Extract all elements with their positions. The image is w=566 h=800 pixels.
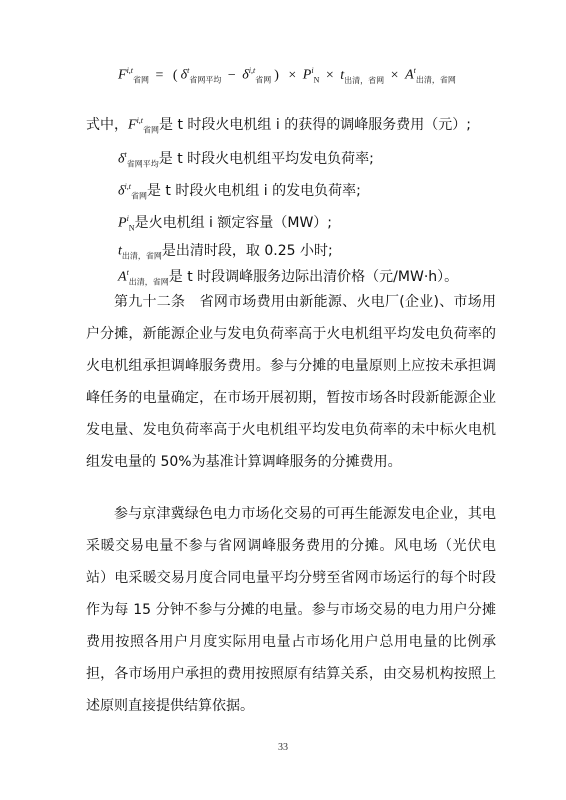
formula-minus: − bbox=[227, 67, 236, 83]
formula-lhs: F$^{i,t}_{省网}$ bbox=[118, 66, 150, 85]
formula-times-3: × bbox=[390, 67, 399, 83]
formula-equals: = bbox=[155, 67, 164, 83]
page-number: 33 bbox=[278, 742, 288, 753]
definition-line-3: $\delta^{i,t}_{省网}$是 t 时段火电机组 i 的发电负荷率; bbox=[118, 182, 361, 201]
definition-line-6: $A^t_{出清,省网}$是 t 时段调峰服务边际出清价格（元/MW·h）。 bbox=[118, 268, 459, 287]
article-92-paragraph: 第九十二条 省网市场费用由新能源、火电厂(企业)、市场用户分摊，新能源企业与发电负荷率高于火电机组平均发电负荷率的火电机组承担调峰服务费用。参与分摊的电量原则上应按未承担调峰任务的电量确定，在市场开展初期，暂按市场各时段新能源企业发电量、发电负荷率高于火电机组平均发电负荷率的未中标火电机组发电量的 50%为基准计算调峰服务的分摊费用。 bbox=[86, 294, 496, 470]
formula-paren-close: ) bbox=[274, 67, 279, 83]
definition-line-1: 式中，F$^{i,t}_{省网}$是 t 时段火电机组 i 的获得的调峰服务费用（元）; bbox=[86, 116, 471, 135]
green-power-paragraph: 参与京津冀绿色电力市场化交易的可再生能源发电企业，其电采暖交易电量不参与省网调峰服务费用的分摊。风电场（光伏电站）电采暖交易月度合同电量平均分劈至省网市场运行的每个时段作为每 15 分钟不参与分摊的电量。参与市场交易的电力用户分摊费用按照各用户月度实际用电量占市场化用户总用电量的比例承担，各市场用户承担的费用按照原有结算关系，由交易机构按照上述原则直接提供结算依据。 bbox=[86, 506, 496, 714]
formula-times-2: × bbox=[325, 67, 334, 83]
definition-line-2: $\delta^t_{省网平均}$是 t 时段火电机组平均发电负荷率; bbox=[118, 150, 374, 169]
definition-line-4: $P^i_N$是火电机组 i 额定容量（MW）; bbox=[118, 214, 333, 233]
formula-p: $P^i_N$ bbox=[302, 66, 320, 85]
formula-delta-unit: $\delta^{i,t}_{省网}$ bbox=[242, 66, 272, 85]
fee-formula bbox=[118, 66, 518, 98]
formula-times-1: × bbox=[288, 67, 297, 83]
formula-paren-open: ( bbox=[172, 67, 178, 83]
formula-t: $t_{出清,省网}$ bbox=[340, 67, 385, 85]
formula-a: $A^t_{出清,省网}$ bbox=[405, 66, 456, 85]
formula-delta-average: $\delta^t_{省网平均}$ bbox=[180, 66, 222, 85]
definition-line-5: $t_{出清,省网}$是出清时段，取 0.25 小时; bbox=[118, 243, 333, 261]
